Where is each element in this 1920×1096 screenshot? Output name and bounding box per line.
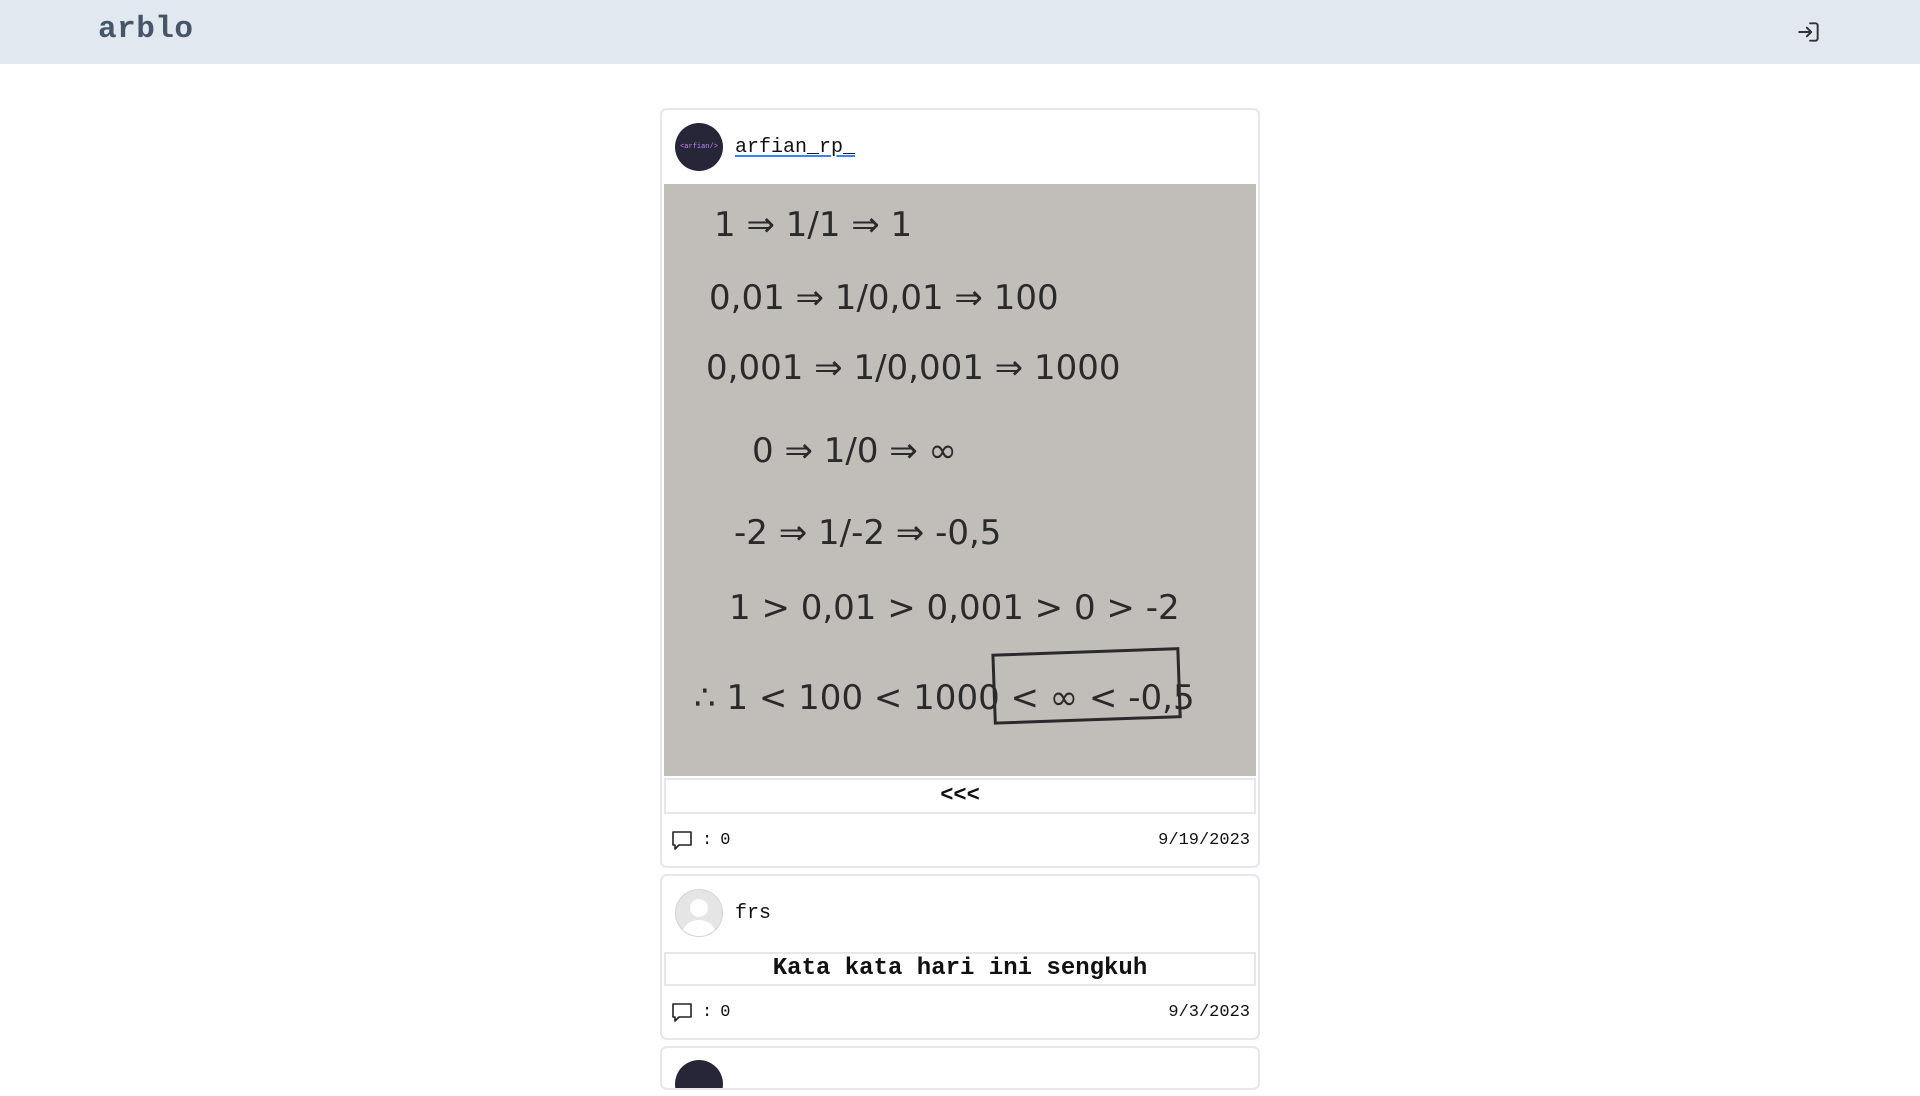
post-username[interactable]: arfian_rp_ bbox=[735, 135, 856, 159]
post-footer bbox=[662, 814, 1258, 866]
handwritten-line: 0 ⇒ 1/0 ⇒ ∞ bbox=[752, 431, 957, 471]
post-header bbox=[662, 110, 1258, 184]
post-image[interactable] bbox=[664, 184, 1256, 776]
default-user-icon bbox=[676, 890, 722, 936]
post-username[interactable]: frs bbox=[735, 901, 772, 925]
avatar[interactable] bbox=[675, 889, 723, 937]
post-footer bbox=[662, 986, 1258, 1038]
handwritten-line: 0,01 ⇒ 1/0,01 ⇒ 100 bbox=[709, 278, 1059, 318]
app-logo-title[interactable]: arblo bbox=[98, 12, 194, 47]
comment-separator: : bbox=[702, 1002, 713, 1022]
comment-count: 0 bbox=[720, 830, 731, 850]
post-feed bbox=[660, 108, 1260, 1096]
post-card bbox=[660, 874, 1260, 1040]
handwritten-line: 1 > 0,01 > 0,001 > 0 > -2 bbox=[729, 588, 1180, 628]
login-icon bbox=[1796, 19, 1822, 45]
avatar-label: <arfian/> bbox=[680, 143, 718, 151]
post-card bbox=[660, 1046, 1260, 1090]
handwritten-line: -2 ⇒ 1/-2 ⇒ -0,5 bbox=[734, 513, 1002, 553]
handwritten-line: 0,001 ⇒ 1/0,001 ⇒ 1000 bbox=[706, 348, 1121, 388]
top-navbar bbox=[0, 0, 1920, 64]
post-card bbox=[660, 108, 1260, 868]
comment-icon bbox=[670, 828, 694, 852]
comment-icon bbox=[670, 1000, 694, 1024]
post-caption: Kata kata hari ini sengkuh bbox=[664, 952, 1256, 986]
post-date: 9/19/2023 bbox=[1158, 830, 1250, 850]
comment-separator: : bbox=[702, 830, 713, 850]
post-caption: <<< bbox=[664, 778, 1256, 814]
avatar[interactable] bbox=[675, 123, 723, 171]
login-button[interactable] bbox=[1794, 17, 1824, 47]
avatar[interactable] bbox=[675, 1060, 723, 1090]
handwritten-line: 1 ⇒ 1/1 ⇒ 1 bbox=[714, 205, 913, 245]
post-header bbox=[662, 876, 1258, 950]
comment-count: 0 bbox=[720, 1002, 731, 1022]
comment-button[interactable] bbox=[670, 1000, 730, 1024]
handwritten-line: ∴ 1 < 100 < 1000 < ∞ < -0,5 bbox=[694, 678, 1195, 718]
comment-button[interactable] bbox=[670, 828, 730, 852]
post-date: 9/3/2023 bbox=[1168, 1002, 1250, 1022]
